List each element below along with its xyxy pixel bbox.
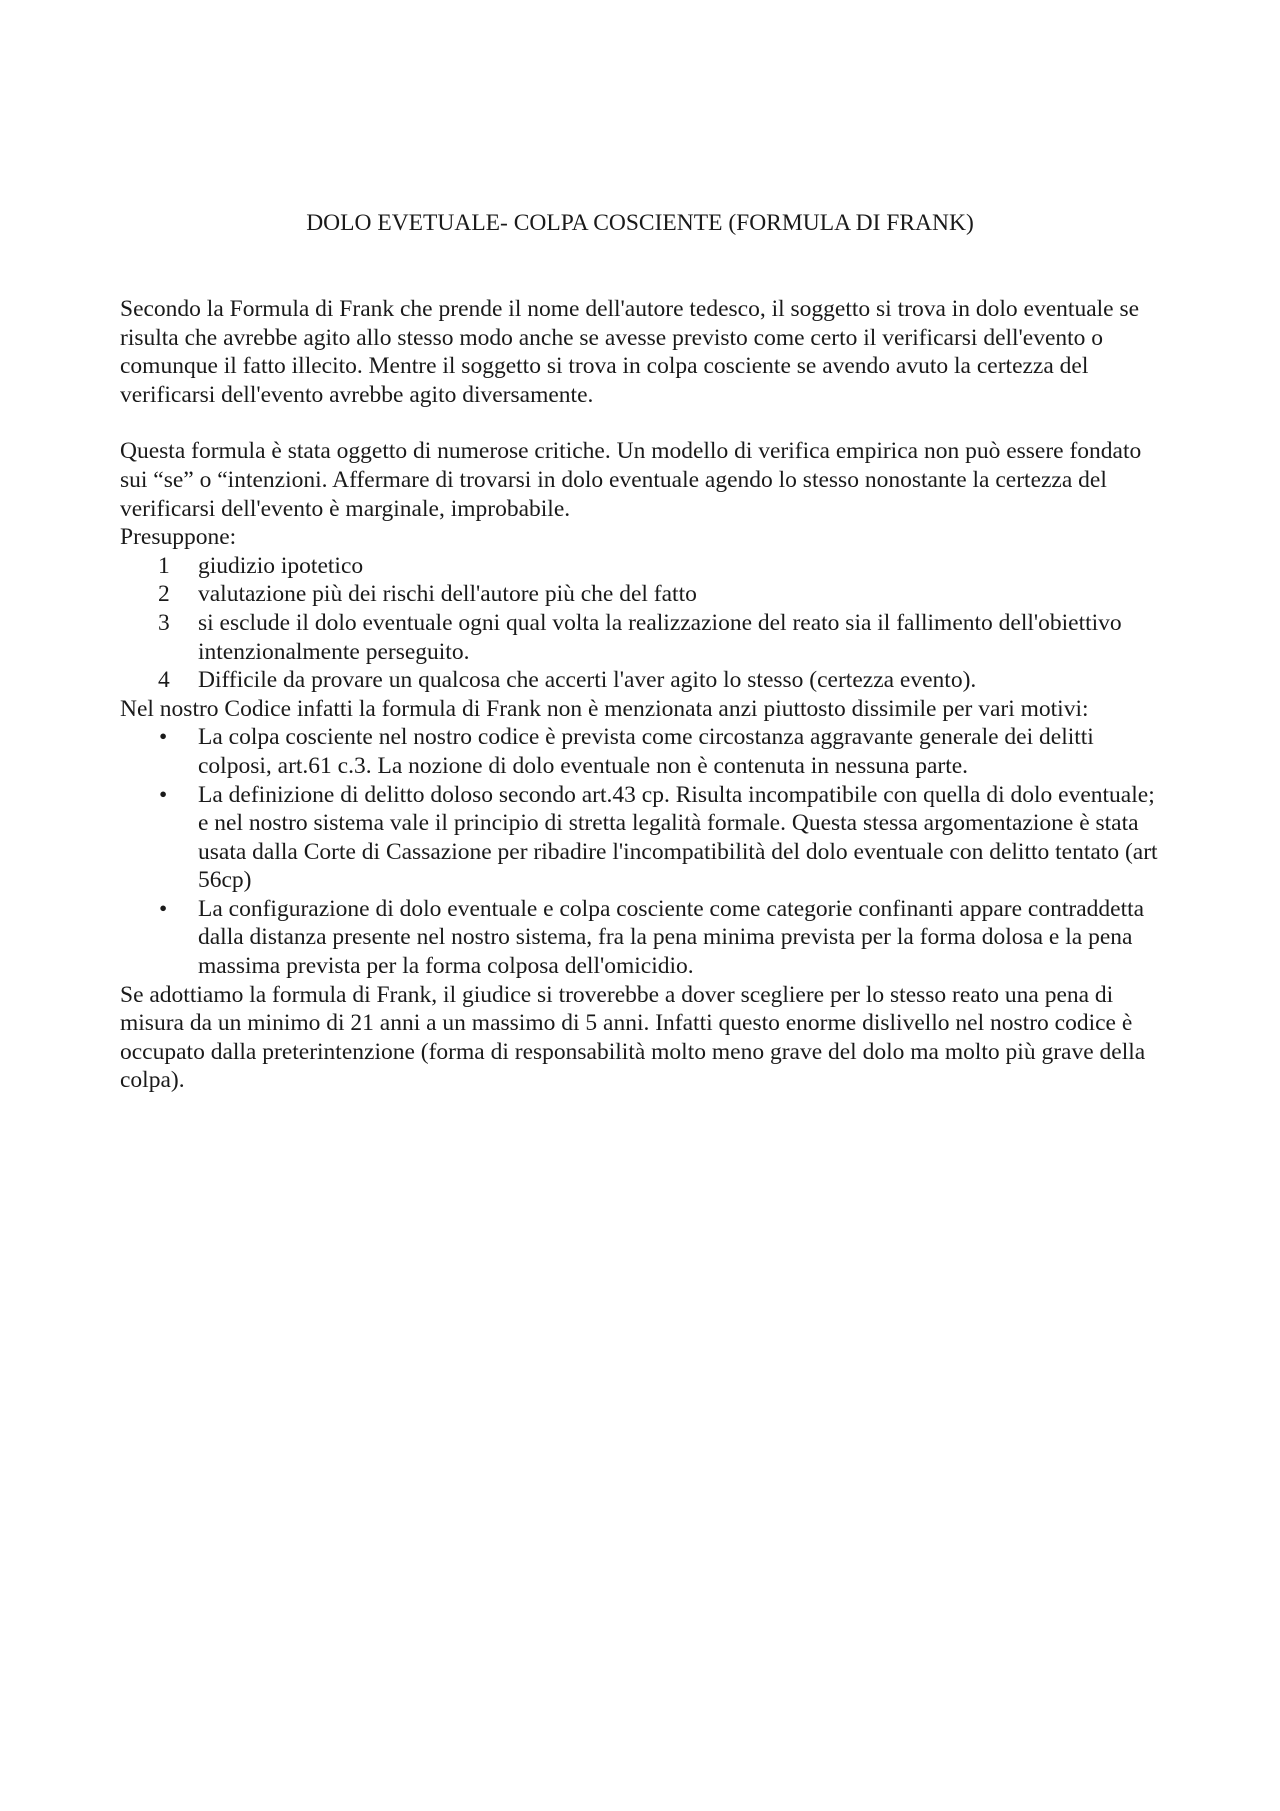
list-item-text: si esclude il dolo eventuale ogni qual volta la realizzazione del reato sia il fallimento dell'obiettivo intenzionalmente perseguito. <box>198 609 1122 665</box>
list-item <box>120 552 1170 581</box>
list-item-text: La definizione di delitto doloso secondo art.43 cp. Risulta incompatibile con quella di dolo eventuale; e nel nostro sistema vale il principio di stretta legalità formale. Questa stessa argomentazione è stata usata dalla Corte di Cassazione per ribadire l'incompatibilità del dolo eventuale con delitto tentato (art 56cp) <box>198 781 1158 894</box>
list-number: 2 <box>158 581 170 608</box>
list-item <box>120 723 1170 780</box>
paragraph-gap <box>120 409 1170 437</box>
document-title: DOLO EVETUALE- COLPA COSCIENTE (FORMULA DI FRANK) <box>306 210 974 236</box>
list-number: 3 <box>158 609 170 636</box>
numbered-list <box>120 552 1170 695</box>
paragraph-presuppone: Presuppone: <box>120 524 237 551</box>
list-number: 4 <box>158 667 170 694</box>
bullet-icon: • <box>159 724 168 751</box>
list-item <box>120 609 1170 666</box>
bullet-icon: • <box>159 781 168 808</box>
bullet-icon: • <box>159 895 168 922</box>
list-item-text: Difficile da provare un qualcosa che accerti l'aver agito lo stesso (certezza evento). <box>198 667 977 694</box>
list-number: 1 <box>158 552 170 579</box>
list-item-text: La configurazione di dolo eventuale e colpa cosciente come categorie confinanti appare contraddetta dalla distanza presente nel nostro sistema, fra la pena minima prevista per la forma dolosa e la pena massima prevista per la forma colposa dell'omicidio. <box>198 895 1145 980</box>
list-item-text: La colpa cosciente nel nostro codice è prevista come circostanza aggravante generale dei delitti colposi, art.61 c.3. La nozione di dolo eventuale non è contenuta in nessuna parte. <box>198 724 1094 779</box>
paragraph-critiques: Questa formula è stata oggetto di numerose critiche. Un modello di verifica empirica non può essere fondato sui “se” o “intenzioni. Affermare di trovarsi in dolo eventuale agendo lo stesso nonostante la certezza del verificarsi dell'evento è marginale, improbabile. <box>120 438 1142 522</box>
list-item-text: valutazione più dei rischi dell'autore più che del fatto <box>198 581 697 608</box>
paragraph-frank-formula: Secondo la Formula di Frank che prende il nome dell'autore tedesco, il soggetto si trova in dolo eventuale se risulta che avrebbe agito allo stesso modo anche se avesse previsto come certo il verificarsi dell'evento o comunque il fatto illecito. Mentre il soggetto si trova in colpa cosciente se avendo avuto la certezza del verificarsi dell'evento avrebbe agito diversamente. <box>120 296 1140 408</box>
list-item <box>120 580 1170 609</box>
list-item <box>120 666 1170 695</box>
paragraph-codice-intro: Nel nostro Codice infatti la formula di Frank non è menzionata anzi piuttosto dissimile per vari motivi: <box>120 695 1089 722</box>
list-item <box>120 895 1170 981</box>
paragraph-conclusion: Se adottiamo la formula di Frank, il giudice si troverebbe a dover scegliere per lo stesso reato una pena di misura da un minimo di 21 anni a un massimo di 5 anni. Infatti questo enorme dislivello nel nostro codice è occupato dalla preterintenzione (forma di responsabilità molto meno grave del dolo ma molto più grave della colpa). <box>120 981 1146 1094</box>
list-item-text: giudizio ipotetico <box>198 552 364 579</box>
bullet-list <box>120 723 1170 980</box>
list-item <box>120 781 1170 895</box>
document-body <box>120 295 1170 1095</box>
